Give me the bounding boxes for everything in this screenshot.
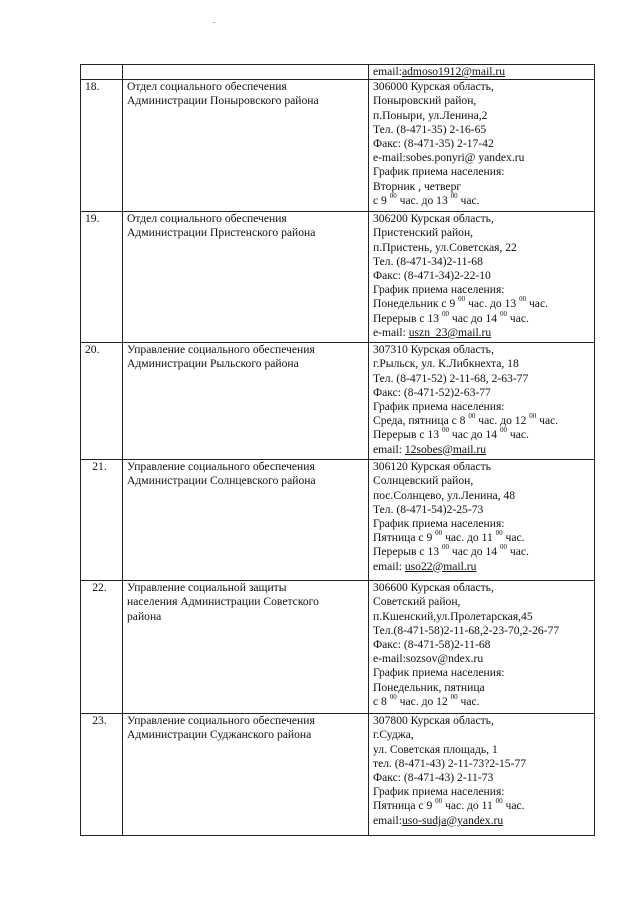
row-number: 23. — [81, 714, 123, 836]
scan-speck — [213, 22, 215, 23]
reception-hours: Среда, пятница с 8 $^{00}$ час. до 12 $^{00}$ час. — [373, 412, 559, 428]
reception-hours: с 9 $^{00}$ час. до 13 $^{00}$ час. — [373, 191, 480, 207]
table-row — [81, 714, 595, 836]
row-number: 22. — [81, 581, 123, 714]
table-row — [81, 80, 595, 212]
table-row — [81, 212, 595, 343]
reception-hours: Пятница с 9 $^{00}$ час. до 11 $^{00}$ час. — [373, 529, 525, 545]
contact-cell: 306600 Курская область, Советский район, п.Кшенский,ул.Пролетарская,45 Тел.(8-471-58)2-11-68,2-23-70,2-26-77 Факс: (8-471-58)2-11-68 e-mail:sozsov@ndex.ru График приема населения: Понедельник, пятница с 8 $^{00}$ час. до 12 $^{00}$ час. — [369, 581, 595, 714]
email-link[interactable]: uso22@mail.ru — [404, 559, 477, 573]
email-link[interactable]: uso-sudja@yandex.ru — [401, 813, 504, 827]
email-link[interactable]: uszn_23@mail.ru — [408, 325, 492, 339]
contact-cell: 306120 Курская область Солнцевский район, пос.Солнцево, ул.Ленина, 48 Тел. (8-471-54)2-25-73 График приема населения: Пятница с 9 $^{00}$ час. до 11 $^{00}$ час. Перерыв с 13 $^{00}$ час до 14 $^{00}$ час. email: uso22@mail.ru — [369, 460, 595, 581]
reception-hours: Понедельник с 9 $^{00}$ час. до 13 $^{00}$ час. — [373, 295, 548, 311]
row-number: 21. — [81, 460, 123, 581]
contact-cell: 307310 Курская область, г.Рыльск, ул. К.Либкнехта, 18 Тел. (8-471-52) 2-11-68, 2-63-77 Факс: (8-471-52)2-63-77 График приема населения: Среда, пятница с 8 $^{00}$ час. до 12 $^{00}$ час. Перерыв с 13 $^{00}$ час до 14 $^{00}$ час. email: 12sobes@mail.ru — [369, 343, 595, 460]
break-hours: Перерыв с 13 $^{00}$ час до 14 $^{00}$ час. — [373, 543, 529, 559]
organization-name: Управление социального обеспечения Администрации Рыльского района — [123, 343, 369, 460]
contact-cell: 306200 Курская область, Пристенский район, п.Пристень, ул.Советская, 22 Тел. (8-471-34)2-11-68 Факс: (8-471-34)2-22-10 График приема населения: Понедельник с 9 $^{00}$ час. до 13 $^{00}$ час. Перерыв с 13 $^{00}$ час до 14 $^{00}$ час. e-mail: uszn_23@mail.ru — [369, 212, 595, 343]
table-row — [81, 65, 595, 80]
table-row — [81, 343, 595, 460]
break-hours: Перерыв с 13 $^{00}$ час до 14 $^{00}$ час. — [373, 426, 529, 442]
social-services-table — [80, 64, 595, 836]
break-hours: Перерыв с 13 $^{00}$ час до 14 $^{00}$ час. — [373, 309, 529, 325]
row-number: 19. — [81, 212, 123, 343]
organization-name: Отдел социального обеспечения Администрации Поныровского района — [123, 80, 369, 212]
table-row — [81, 581, 595, 714]
organization-name: Управление социального обеспечения Администрации Суджанского района — [123, 714, 369, 836]
row-number: 20. — [81, 343, 123, 460]
email-link[interactable]: admoso1912@mail.ru — [401, 65, 506, 78]
reception-hours: Пятница с 9 $^{00}$ час. до 11 $^{00}$ час. — [373, 797, 525, 813]
organization-name: Отдел социального обеспечения Администрации Пристенского района — [123, 212, 369, 343]
email-link[interactable]: 12sobes@mail.ru — [404, 442, 487, 456]
organization-name: Управление социальной защиты населения Администрации Советского района — [123, 581, 369, 714]
reception-hours: с 8 $^{00}$ час. до 12 $^{00}$ час. — [373, 692, 480, 708]
row-number: 18. — [81, 80, 123, 212]
contact-cell: 306000 Курская область, Поныровский район, п.Поныри, ул.Ленина,2 Тел. (8-471-35) 2-16-65 Факс: (8-471-35) 2-17-42 e-mail:sobes.ponyri@ yandex.ru График приема населения: Вторник , четверг с 9 $^{00}$ час. до 13 $^{00}$ час. — [369, 80, 595, 212]
contact-cell: email:admoso1912@mail.ru — [369, 65, 595, 80]
table-row — [81, 460, 595, 581]
organization-name: Управление социального обеспечения Администрации Солнцевского района — [123, 460, 369, 581]
contact-cell: 307800 Курская область, г.Суджа, ул. Советская площадь, 1 тел. (8-471-43) 2-11-73?2-15-77 Факс: (8-471-43) 2-11-73 График приема населения: Пятница с 9 $^{00}$ час. до 11 $^{00}$ час. email:uso-sudja@yandex.ru — [369, 714, 595, 836]
